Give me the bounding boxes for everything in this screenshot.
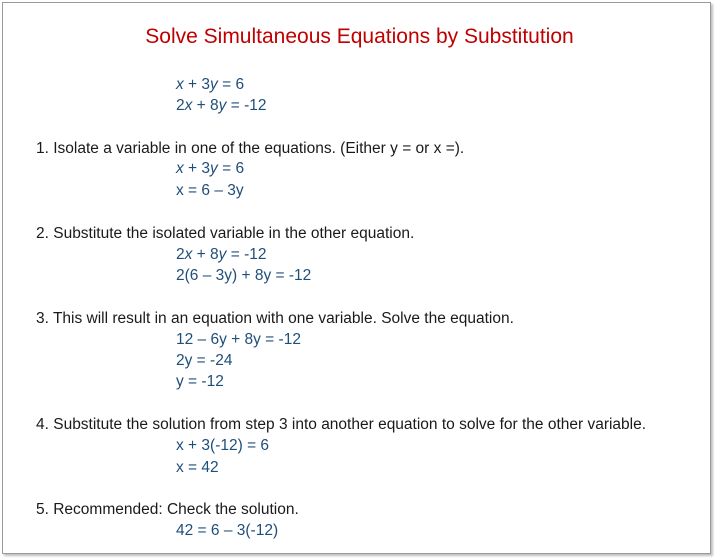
content-frame <box>2 2 711 554</box>
step-1-equation-2: x = 6 – 3y <box>176 182 244 199</box>
step-5-instruction: 5. Recommended: Check the solution. <box>36 501 299 518</box>
step-3-equation-1: 12 – 6y + 8y = -12 <box>176 331 301 348</box>
step-3-equation-3: y = -12 <box>176 373 224 390</box>
step-5-equation-1: 42 = 6 – 3(-12) <box>176 522 279 539</box>
step-2-instruction: 2. Substitute the isolated variable in the other equation. <box>36 225 415 242</box>
system-equation-2: 2x + 8y = -12 <box>176 97 267 114</box>
step-2-equation-2: 2(6 – 3y) + 8y = -12 <box>176 267 312 284</box>
step-3-equation-2: 2y = -24 <box>176 352 233 369</box>
step-1-equation-1: x + 3y = 6 <box>176 160 245 177</box>
page-title: Solve Simultaneous Equations by Substitution <box>145 25 574 48</box>
system-equation-1: x + 3y = 6 <box>176 76 245 93</box>
step-2-equation-1: 2x + 8y = -12 <box>176 246 267 263</box>
step-4-instruction: 4. Substitute the solution from step 3 into another equation to solve for the other variable. <box>36 416 647 433</box>
step-3-instruction: 3. This will result in an equation with one variable. Solve the equation. <box>36 310 514 327</box>
step-4-equation-1: x + 3(-12) = 6 <box>176 437 270 454</box>
step-1-instruction: 1. Isolate a variable in one of the equations. (Either y = or x =). <box>36 140 465 157</box>
step-4-equation-2: x = 42 <box>176 459 219 476</box>
